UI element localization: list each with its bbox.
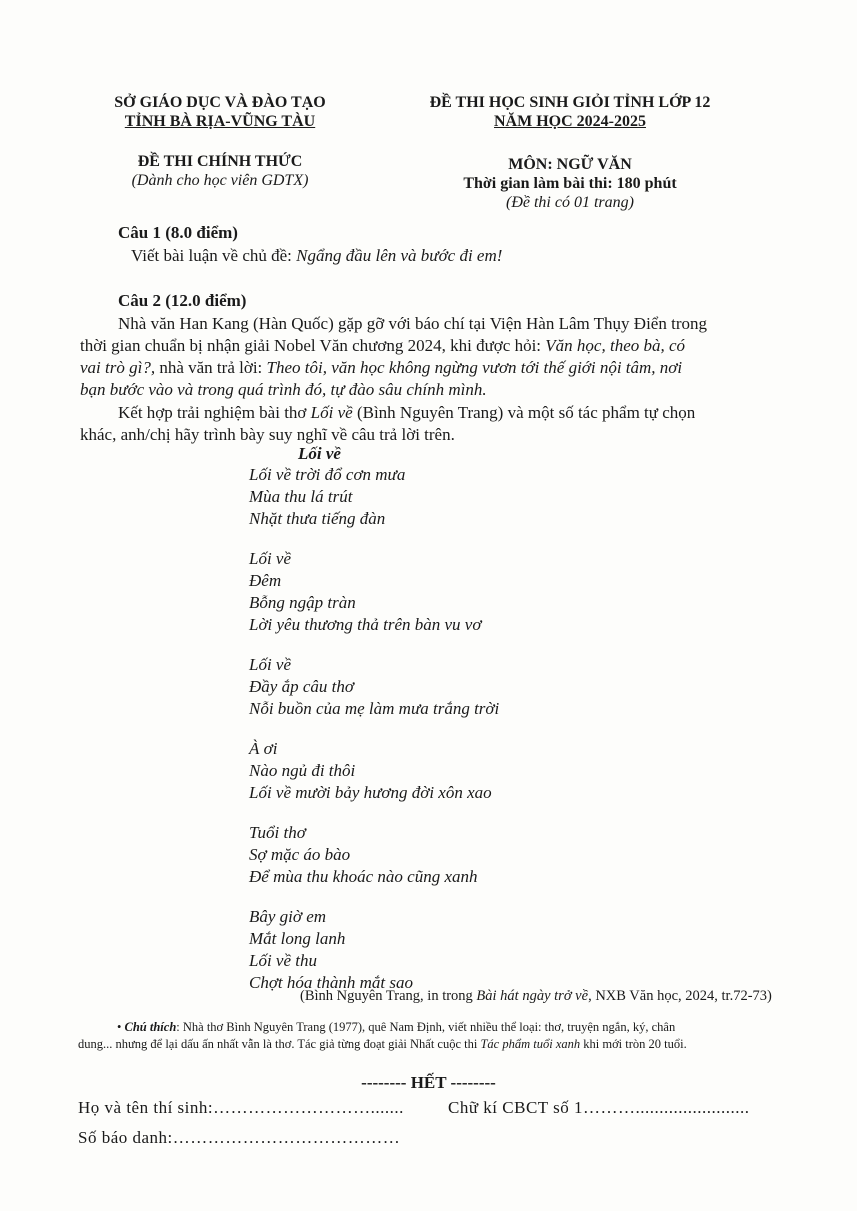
footnote: • Chú thích: Nhà thơ Bình Nguyên Trang (1977), quê Nam Định, viết nhiều thể loại: thơ, truyện ngắn, ký, chân dung... nhưng để lại dấu ấn nhất vẫn là thơ. Tác giả từng đoạt giải Nhất cuộc thi Tác phẩm tuổi xanh khi mới tròn 20 tuổi. xyxy=(78,1020,687,1051)
question-2-title: Câu 2 (12.0 điểm) xyxy=(118,291,247,310)
subject-label: MÔN: NGỮ VĂN xyxy=(508,156,632,173)
end-marker: -------- HẾT -------- xyxy=(361,1073,496,1092)
school-year: NĂM HỌC 2024-2025 xyxy=(494,113,646,130)
poem-line: Đêm xyxy=(249,571,282,590)
department-name xyxy=(95,93,345,131)
poem-line: À ơi xyxy=(249,739,278,758)
poem-stanza xyxy=(249,654,499,720)
poem-line: Tuổi thơ xyxy=(249,823,306,842)
audience-note: (Dành cho học viên GDTX) xyxy=(131,172,309,189)
candidate-name-field: Họ và tên thí sinh:………………………....... xyxy=(78,1098,404,1117)
poem-line: Lối về trời đổ cơn mưa xyxy=(249,465,406,484)
question-2-body: Nhà văn Han Kang (Hàn Quốc) gặp gỡ với báo chí tại Viện Hàn Lâm Thụy Điển trong thời gian chuẩn bị nhận giải Nobel Văn chương 2024, khi được hỏi: Văn học, theo bà, có vai trò gì?, nhà văn trả lời: Theo tôi, văn học không ngừng vươn tới thế giới nội tâm, nơi bạn bước vào và trong quá trình đó, tự đào sâu chính mình. Kết hợp trải nghiệm bài thơ Lối về (Bình Nguyên Trang) và một số tác phẩm tự chọn khác, anh/chị hãy trình bày suy nghĩ về câu trả lời trên. xyxy=(80,314,707,444)
poem-line: Mùa thu lá trút xyxy=(249,487,353,506)
poem-line: Lối về mười bảy hương đời xôn xao xyxy=(249,783,492,802)
poem-line: Lối về xyxy=(249,655,292,674)
poem-source: (Bình Nguyên Trang, in trong Bài hát ngày trở về, NXB Văn học, 2024, tr.72-73) xyxy=(300,988,772,1004)
poem-title: Lối về xyxy=(298,444,341,463)
poem-line: Bây giờ em xyxy=(249,907,327,926)
official-exam-label: ĐỀ THI CHÍNH THỨC xyxy=(137,153,303,170)
exam-title: ĐỀ THI HỌC SINH GIỎI TỈNH LỚP 12 xyxy=(429,94,711,111)
footnote-label: Chú thích xyxy=(124,1020,177,1034)
poem-body xyxy=(249,464,499,1012)
poem-line: Mắt long lanh xyxy=(249,929,346,948)
poem-line: Nỗi buồn của mẹ làm mưa trắng trời xyxy=(249,699,500,718)
subject-block xyxy=(395,155,745,212)
poem-line: Bỗng ngập tràn xyxy=(249,593,356,612)
poem-stanza xyxy=(249,822,499,888)
poem-line: Nhặt thưa tiếng đàn xyxy=(249,509,386,528)
question-1-title: Câu 1 (8.0 điểm) xyxy=(118,223,238,242)
poem-stanza xyxy=(249,548,499,636)
poem-stanza xyxy=(249,906,499,994)
poem-line: Lối về thu xyxy=(249,951,317,970)
proctor-signature-field: Chữ kí CBCT số 1………........................ xyxy=(448,1098,750,1117)
department-line-2: TỈNH BÀ RỊA-VŨNG TÀU xyxy=(124,113,316,130)
poem-line: Chợt hóa thành mắt sao xyxy=(249,973,413,992)
official-exam-block xyxy=(95,152,345,190)
poem-stanza xyxy=(249,464,499,530)
poem-line: Nào ngủ đi thôi xyxy=(249,761,356,780)
candidate-id-field: Số báo danh:………………………………… xyxy=(78,1128,401,1147)
exam-title-block xyxy=(395,93,745,131)
poem-line: Lối về xyxy=(249,549,292,568)
page-count-note: (Đề thi có 01 trang) xyxy=(506,194,634,211)
poem-stanza xyxy=(249,738,499,804)
question-1-prompt: Viết bài luận về chủ đề: Ngẩng đầu lên và bước đi em! xyxy=(131,246,503,265)
poem-line: Để mùa thu khoác nào cũng xanh xyxy=(249,867,478,886)
question-1-topic: Ngẩng đầu lên và bước đi em! xyxy=(296,246,503,265)
poem-line: Lời yêu thương thả trên bàn vu vơ xyxy=(249,615,482,634)
poem-line: Đầy ắp câu thơ xyxy=(249,677,354,696)
time-label: Thời gian làm bài thi: 180 phút xyxy=(463,175,677,192)
poem-line: Sợ mặc áo bào xyxy=(249,845,351,864)
department-line-1: SỞ GIÁO DỤC VÀ ĐÀO TẠO xyxy=(114,94,326,111)
